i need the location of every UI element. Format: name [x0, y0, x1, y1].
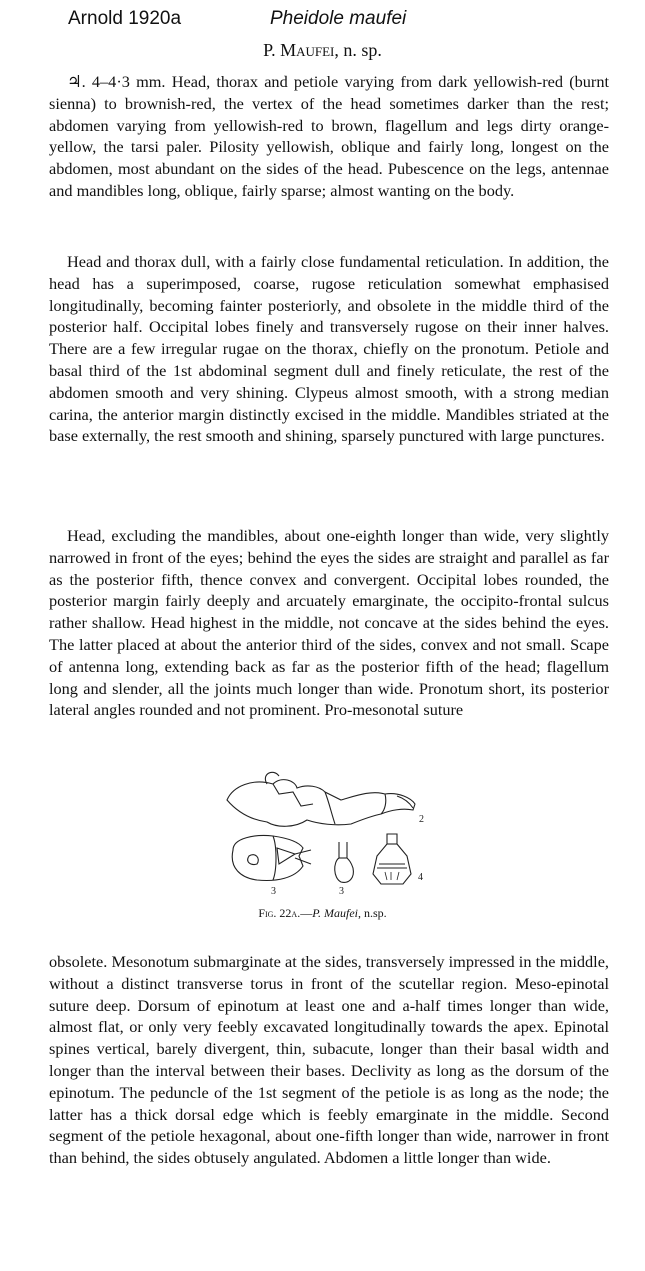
- petiole-segment-drawing: [335, 842, 354, 882]
- description-paragraph-1: [49, 71, 609, 202]
- ant-figure: [215, 768, 435, 900]
- petiole-hexagonal-drawing: [373, 834, 411, 884]
- description-paragraph-3: [49, 525, 609, 721]
- head-frontal-drawing: [232, 836, 303, 881]
- figure-label-2: 2: [419, 814, 424, 825]
- description-paragraph-2: [49, 251, 609, 447]
- figure-label-4: 4: [418, 872, 423, 883]
- taxon-label: Pheidole maufei: [270, 8, 407, 29]
- paragraph-text: Head and thorax dull, with a fairly close fundamental reticulation. In addition, the head has a superimposed, coarse, rugose reticulation somewhat emphasised longitudinally, becoming fainter posteriorly, and obsolete in the middle third of the posterior half. Occipital lobes finely and transversely rugose on their inner halves. There are a few irregular rugae on the thorax, chiefly on the pronotum. Petiole and basal third of the 1st abdominal segment dull and finely reticulate, the rest of the abdomen smooth and very shining. Clypeus almost smooth, with a strong median carina, the anterior margin distinctly excised in the middle. Mandibles striated at the base externally, the rest smooth and shining, sparsely punctured with large punctures.: [49, 252, 609, 446]
- figure-label-3b: 3: [339, 886, 344, 897]
- title-species: Maufei: [280, 40, 335, 60]
- figure-label-3a: 3: [271, 886, 276, 897]
- caption-fig-number: Fig. 22a.—: [258, 906, 313, 920]
- caption-suffix: , n.sp.: [358, 906, 387, 920]
- paragraph-text: obsolete. Mesonotum submarginate at the sides, transversely impressed in the middle, without a distinct transverse torus in front of the scutellar region. Meso-epinotal suture deep. Dorsum of epinotum at least one and a-half times longer than wide, almost flat, or only very feebly excavated longitudinally towards the apex. Epinotal spines vertical, barely divergent, thin, subacute, longer than their basal width and longer than the interval between their bases. Declivity as long as the dorsum of the epinotum. The peduncle of the 1st segment of the petiole is as long as the node; the latter has a thick dorsal edge which is feebly emarginate in the middle. Second segment of the petiole hexagonal, about one-fifth longer than wide, narrower in front than behind, the sides obtusely angulated. Abdomen a little longer than wide.: [49, 952, 609, 1168]
- paragraph-text: ♃. 4–4·3 mm. Head, thorax and petiole varying from dark yellowish-red (burnt sienna) to brownish-red, the vertex of the head sometimes darker than the rest; abdomen varying from yellowish-red to brown, flagellum and legs dirty orange-yellow, the tarsi paler. Pilosity yellowish, oblique and fairly long, longest on the abdomen, most abundant on the sides of the head. Pubescence on the legs, antennae and mandibles long, oblique, fairly sparse; almost wanting on the body.: [49, 72, 609, 200]
- citation-label: Arnold 1920a: [68, 8, 182, 29]
- species-title: [0, 40, 645, 61]
- title-suffix: , n. sp.: [334, 40, 382, 60]
- paragraph-text: Head, excluding the mandibles, about one-eighth longer than wide, very slightly narrowed in front of the eyes; behind the eyes the sides are straight and parallel as far as the posterior fifth, thence convex and convergent. Occipital lobes rounded, the posterior margin fairly deeply and arcuately emarginate, the occipito-frontal sulcus rather shallow. Head highest in the middle, not concave at the sides behind the eyes. The latter placed at about the anterior third of the sides, convex and not small. Scape of antenna long, extending back as far as the posterior fifth of the head; flagellum long and slender, all the joints much longer than wide. Pronotum short, its posterior lateral angles rounded and not prominent. Pro-mesonotal suture: [49, 526, 609, 720]
- caption-species: P. Maufei: [312, 906, 358, 920]
- title-genus: P.: [263, 40, 281, 60]
- description-paragraph-4: [49, 951, 609, 1169]
- figure-caption: [0, 906, 645, 921]
- thorax-lateral-drawing: [227, 780, 415, 827]
